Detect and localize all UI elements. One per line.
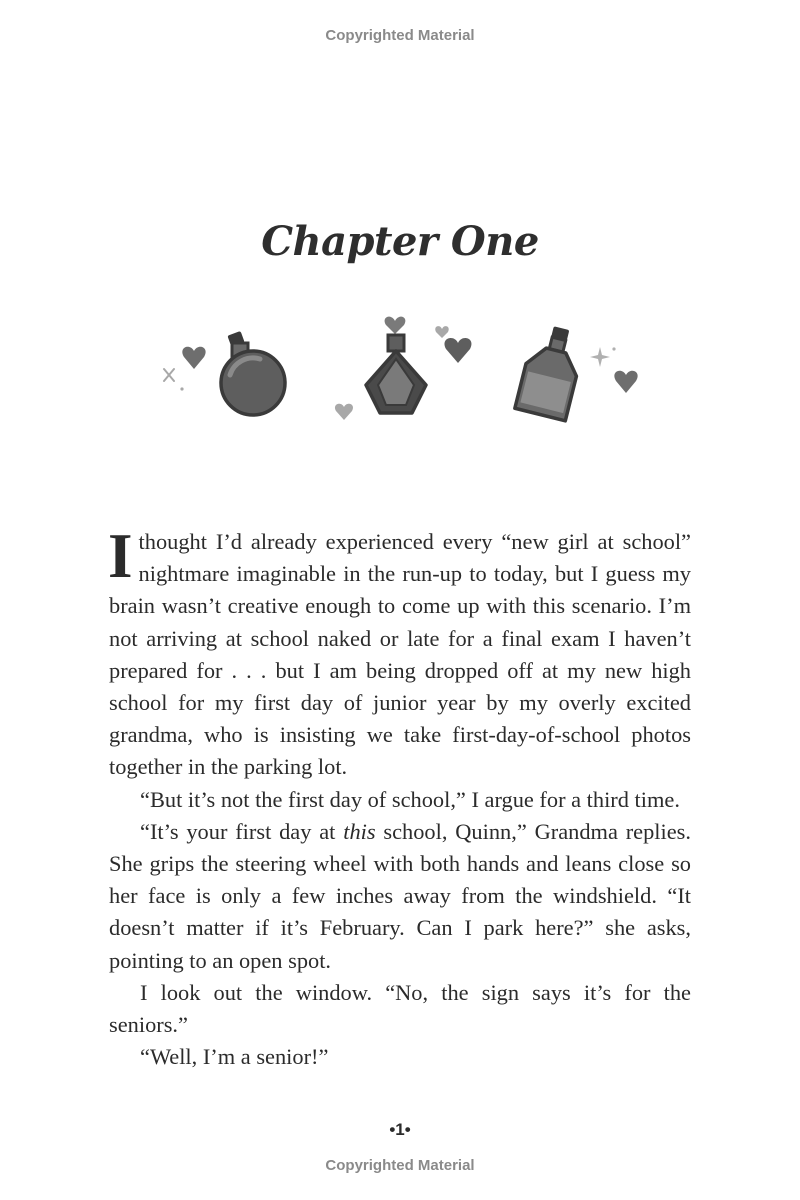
paragraph: I look out the window. “No, the sign says it’s for the seniors.”: [109, 979, 691, 1038]
square-potion-bottle-icon: [515, 322, 587, 421]
copyright-watermark-bottom: Copyrighted Material: [325, 1157, 475, 1174]
paragraph: “But it’s not the first day of school,” I argue for a third time.: [140, 786, 680, 812]
heart-icon: [182, 347, 205, 369]
page-number: •1•: [389, 1120, 411, 1139]
round-potion-bottle-icon: [221, 331, 285, 415]
potion-ornament: [150, 305, 650, 435]
chapter-title: Chapter One: [261, 218, 539, 265]
emphasis-text: this: [343, 818, 376, 844]
copyright-watermark-top: Copyrighted Material: [325, 27, 475, 44]
paragraph-text: “It’s your first day at: [140, 818, 344, 844]
sparkle-icon: [590, 347, 616, 367]
gem-potion-bottle-icon: [366, 317, 426, 413]
heart-icon: [445, 338, 472, 363]
drop-cap: I: [108, 521, 133, 591]
paragraph-text: thought I’d already experienced every “new girl at school” nightmare imaginable in the run-up to today, but I guess my brain wasn’t creative enough to come up with this scenario. I’m not arriving at school naked or late for a final exam I haven’t prepared for . . . but I am being dropped off at my new high school for my first day of junior year by my overly excited grandma, who is insisting we take first-day-of-school photos together in the parking lot.: [109, 529, 691, 780]
paragraph: “Well, I’m a senior!”: [140, 1044, 329, 1070]
sparkle-icon: [164, 369, 184, 391]
heart-icon: [614, 371, 637, 393]
heart-icon: [435, 326, 448, 338]
chapter-body-text: [108, 521, 691, 1073]
paragraph-text: school, Quinn,” Grandma replies. She grips the steering wheel with both hands and leans close so her face is only a few inches away from the windshield. “It doesn’t matter if it’s February. Can I park here?” she asks, pointing to an open spot.: [109, 818, 691, 973]
paragraph: [109, 816, 691, 977]
paragraph: [108, 521, 691, 784]
heart-icon: [335, 404, 353, 420]
